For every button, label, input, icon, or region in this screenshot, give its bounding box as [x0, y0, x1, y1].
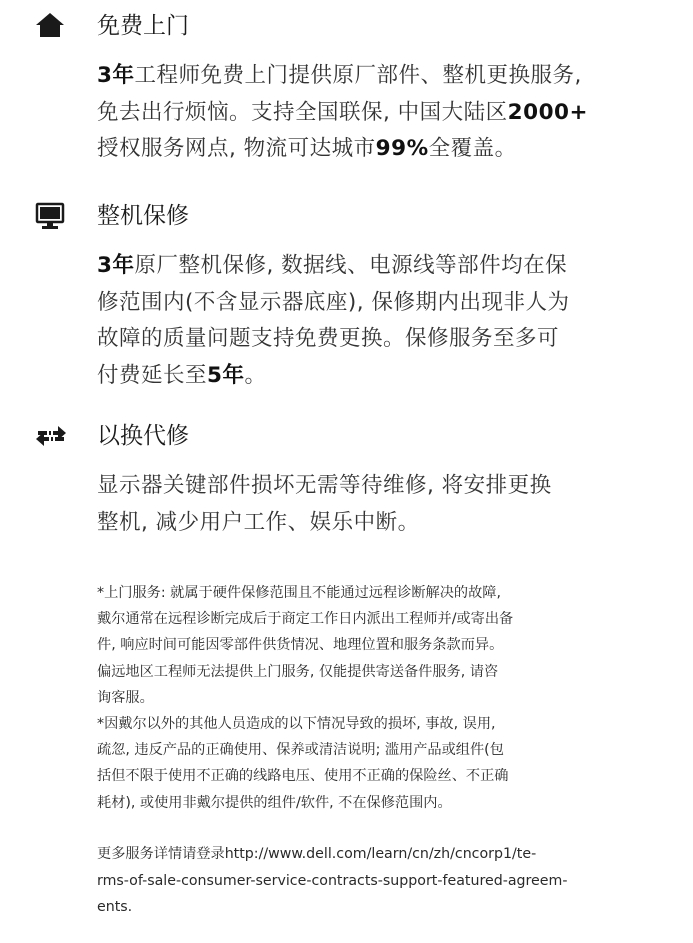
section-title: 以换代修	[97, 423, 189, 449]
text-line: 询客服。	[97, 689, 154, 706]
text-line: 偏远地区工程师无法提供上门服务, 仅能提供寄送备件服务, 请咨	[97, 663, 499, 680]
footnotes	[97, 580, 617, 816]
text-line: 疏忽, 违反产品的正确使用、保养或清洁说明; 滥用产品或组件(包	[97, 742, 504, 759]
body-text: 故障的质量问题支持免费更换。保修服务至多可	[97, 326, 560, 351]
body-text: 整机, 减少用户工作、娱乐中断。	[97, 509, 420, 535]
body-line	[97, 131, 642, 168]
body-line	[97, 95, 642, 132]
text-line: 更多服务详情请登录http://www.dell.com/learn/cn/zh/cncorp1/te-	[97, 846, 537, 862]
text-line: *上门服务: 就属于硬件保修范围且不能通过远程诊断解决的故障,	[97, 585, 501, 601]
highlight-text: 3年	[97, 63, 135, 88]
exchange-icon	[34, 421, 68, 451]
body-line	[97, 285, 642, 322]
body-line	[97, 321, 642, 358]
text-line: 件, 响应时间可能因零部件供货情况、地理位置和服务条款而异。	[97, 637, 504, 654]
body-line	[97, 358, 642, 395]
text-line: rms-of-sale-consumer-service-contracts-support-featured-agreem-	[97, 872, 568, 889]
body-line	[97, 248, 642, 285]
body-text: 付费延长至	[97, 362, 208, 388]
text-line: 耗材), 或使用非戴尔提供的组件/软件, 不在保修范围内。	[97, 794, 452, 811]
body-text: 免去出行烦恼。支持全国联保, 中国大陆区	[97, 99, 508, 125]
body-line	[97, 468, 642, 505]
highlight-text: 99%	[375, 136, 429, 161]
text-line: *因戴尔以外的其他人员造成的以下情况导致的损坏, 事故, 误用,	[97, 716, 496, 733]
section-title: 整机保修	[97, 203, 189, 229]
section-title: 免费上门	[97, 13, 189, 39]
highlight-text: 3年	[97, 253, 135, 278]
highlight-text: 5年	[207, 362, 245, 388]
monitor-icon	[34, 201, 68, 231]
body-line	[97, 505, 642, 542]
body-text: 工程师免费上门提供原厂部件、整机更换服务,	[134, 63, 582, 88]
text-line: ents.	[97, 899, 133, 915]
body-text: 原厂整机保修, 数据线、电源线等部件均在保	[134, 253, 568, 278]
highlight-text: 2000+	[507, 99, 589, 125]
more-info-link-text	[97, 841, 617, 921]
text-line: 戴尔通常在远程诊断完成后于商定工作日内派出工程师并/或寄出备	[97, 611, 514, 628]
section-body	[97, 248, 642, 394]
body-line	[97, 58, 642, 95]
body-text: 显示器关键部件损坏无需等待维修, 将安排更换	[97, 473, 552, 498]
body-text: 授权服务网点, 物流可达城市	[97, 136, 376, 161]
section-body	[97, 58, 642, 168]
text-line: 括但不限于使用不正确的线路电压、使用不正确的保险丝、不正确	[97, 768, 509, 785]
section-body	[97, 468, 642, 541]
body-text: 。	[244, 362, 267, 388]
body-text: 修范围内(不含显示器底座), 保修期内出现非人为	[97, 289, 570, 315]
home-icon	[34, 11, 68, 41]
body-text: 全覆盖。	[428, 136, 517, 161]
